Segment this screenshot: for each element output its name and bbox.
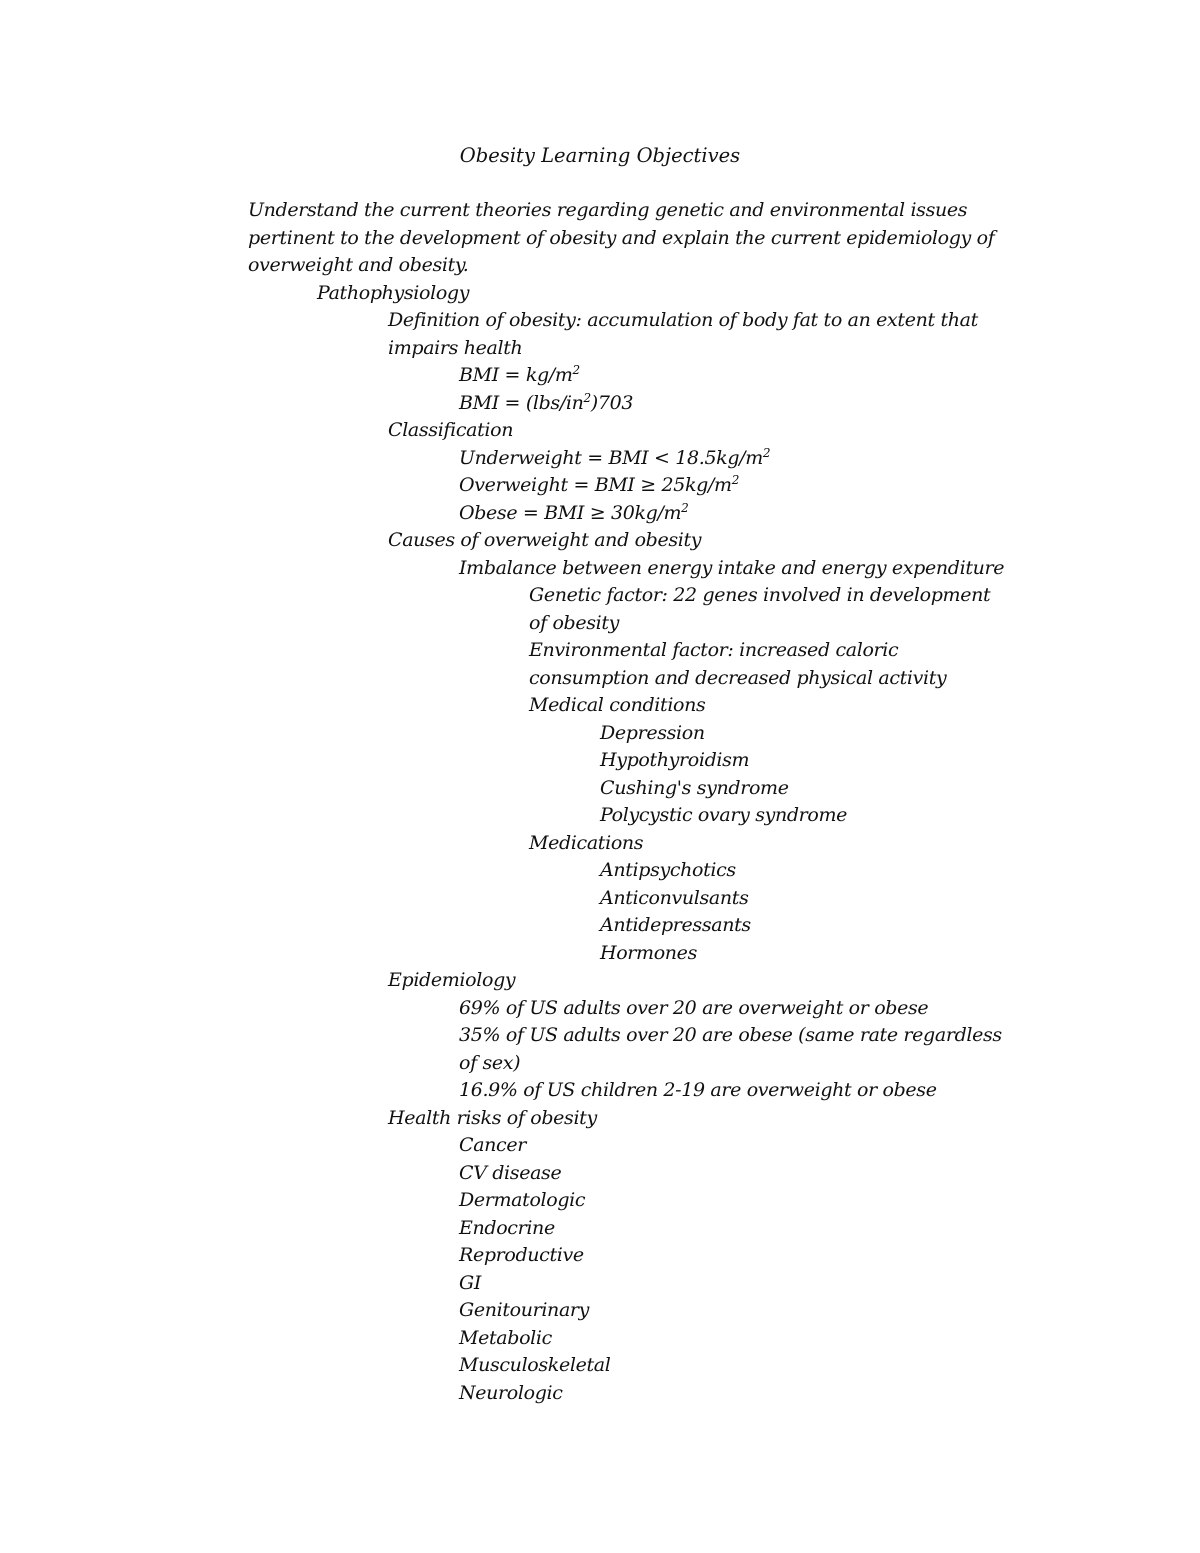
list-text: [459, 472, 739, 499]
list-text: [459, 362, 580, 389]
list-text: [459, 1352, 610, 1379]
item-text: Cushing's syndrome: [600, 776, 789, 799]
item-text: Dermatologic: [459, 1189, 586, 1211]
item-text: Causes of overweight and obesity: [388, 529, 702, 551]
list-text: [459, 1187, 585, 1214]
list-text: [459, 555, 1004, 582]
item-text: 69% of US adults over 20 are overweight or obese: [459, 996, 929, 1019]
page-title: Obesity Learning Objectives: [459, 144, 741, 167]
superscript: 2: [572, 363, 580, 377]
list-text: [600, 802, 847, 829]
list-text: [600, 720, 705, 747]
list-text: [600, 747, 749, 774]
list-text: [459, 1215, 555, 1242]
item-text: Endocrine: [459, 1216, 555, 1239]
item-text: Environmental factor: increased caloric: [529, 639, 899, 661]
item-text-suffix: )703: [590, 391, 634, 414]
list-text: [459, 1077, 937, 1104]
item-text: Depression: [600, 721, 705, 744]
list-text: [600, 857, 736, 884]
item-text: Musculoskeletal: [459, 1354, 611, 1376]
item-text: Genetic factor: 22 genes involved in development: [529, 584, 991, 606]
list-text: [529, 582, 990, 609]
list-text: [600, 912, 751, 939]
list-text: [459, 1132, 526, 1159]
item-text: Anticonvulsants: [600, 886, 749, 909]
item-text: of sex): [459, 1051, 521, 1074]
item-text: BMI = (lbs/in: [459, 391, 584, 414]
list-text: [600, 940, 697, 967]
item-text: Underweight = BMI < 18.5kg/m: [459, 446, 763, 469]
superscript: 2: [731, 473, 739, 487]
list-text: [529, 610, 619, 637]
item-text: overweight and obesity.: [248, 254, 469, 276]
list-text: [459, 1325, 552, 1352]
list-text: [600, 775, 789, 802]
list-text: [459, 1242, 584, 1269]
item-text: Medications: [529, 831, 644, 854]
item-text: Hormones: [600, 941, 697, 964]
list-text: [459, 995, 928, 1022]
item-text: Hypothyroidism: [600, 749, 750, 771]
list-text: [459, 1380, 563, 1407]
item-text: pertinent to the development of obesity and explain the current epidemiology of: [248, 226, 995, 249]
item-text: Pathophysiology: [317, 281, 470, 304]
superscript: 2: [762, 445, 771, 460]
item-text: 35% of US adults over 20 are obese (same rate regardless: [459, 1024, 1002, 1046]
list-text: [459, 1022, 1002, 1049]
list-text: [388, 335, 522, 362]
list-text: [248, 252, 468, 279]
list-text: [600, 885, 749, 912]
list-text: [388, 1105, 597, 1132]
list-text: [529, 637, 898, 664]
item-text: Epidemiology: [388, 969, 516, 991]
superscript: 2: [583, 390, 591, 405]
item-text: Cancer: [459, 1134, 526, 1156]
item-text: BMI = kg/m: [459, 364, 573, 386]
item-text: Overweight = BMI ≥ 25kg/m: [459, 474, 732, 496]
item-text: Neurologic: [459, 1381, 563, 1404]
list-text: [529, 830, 643, 857]
superscript: 2: [681, 500, 689, 515]
list-text: [388, 967, 515, 994]
item-text: Understand the current theories regarding genetic and environmental issues: [248, 199, 968, 221]
list-text: [459, 1160, 561, 1187]
item-text: Genitourinary: [459, 1299, 590, 1321]
list-text: [317, 280, 469, 307]
item-text: Metabolic: [459, 1326, 552, 1349]
item-text: 16.9% of US children 2-19 are overweight or obese: [459, 1079, 937, 1101]
list-text: [248, 225, 994, 252]
item-text: Reproductive: [459, 1244, 584, 1266]
item-text: Antipsychotics: [600, 859, 736, 881]
item-text: Obese = BMI ≥ 30kg/m: [459, 501, 682, 524]
item-text: Classification: [388, 419, 514, 441]
item-text: Medical conditions: [529, 694, 706, 716]
item-text: impairs health: [388, 336, 523, 359]
list-text: [459, 445, 770, 472]
item-text: consumption and decreased physical activity: [529, 666, 947, 689]
list-text: [388, 417, 513, 444]
list-text: [388, 527, 701, 554]
list-text: [459, 1297, 589, 1324]
list-text: [388, 307, 978, 334]
item-text: Imbalance between energy intake and energy expenditure: [459, 556, 1005, 579]
list-text: [529, 665, 946, 692]
item-text: CV disease: [459, 1161, 562, 1184]
item-text: Health risks of obesity: [388, 1106, 597, 1129]
item-text: Antidepressants: [600, 914, 751, 936]
list-text: [459, 1050, 520, 1077]
item-text: Polycystic ovary syndrome: [600, 804, 848, 826]
list-text: [248, 197, 967, 224]
item-text: Definition of obesity: accumulation of body fat to an extent that: [388, 309, 978, 331]
list-text: [459, 1270, 481, 1297]
list-text: [459, 390, 633, 417]
list-text: [529, 692, 705, 719]
item-text: of obesity: [529, 611, 620, 634]
item-text: GI: [459, 1271, 481, 1294]
list-text: [459, 500, 688, 527]
